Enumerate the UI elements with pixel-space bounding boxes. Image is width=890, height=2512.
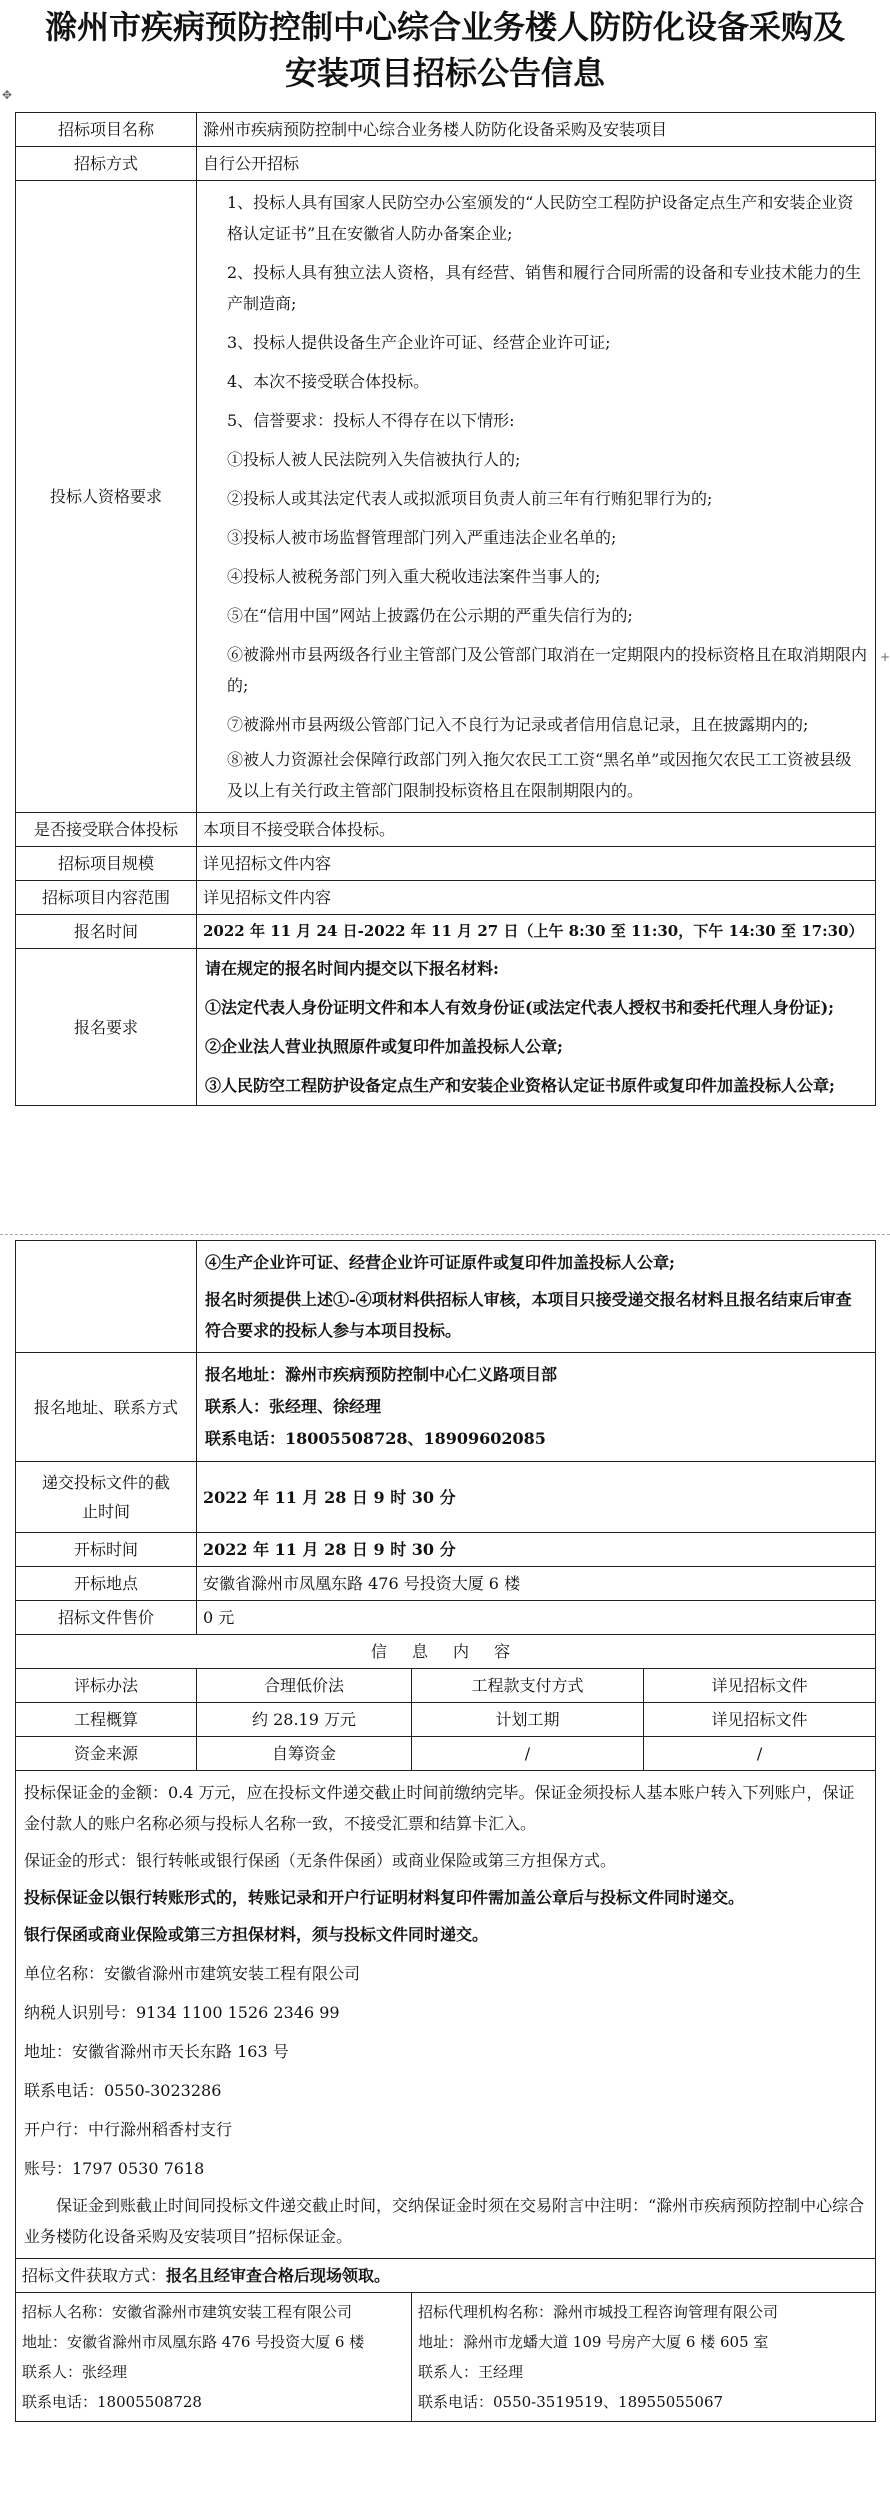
- open-place-label: 开标地点: [16, 1567, 197, 1601]
- deposit-block: [16, 1771, 876, 2259]
- info-cell: 约 28.19 万元: [197, 1703, 412, 1737]
- registration-req-item: ②企业法人营业执照原件或复印件加盖投标人公章;: [205, 1037, 563, 1056]
- qualification-list: [197, 181, 876, 813]
- qualification-item: 4、本次不接受联合体投标。: [227, 372, 430, 391]
- table-row: [16, 1635, 876, 1669]
- table-row: [16, 847, 876, 881]
- agent-line: 招标代理机构名称：滁州市城投工程咨询管理有限公司: [418, 2303, 779, 2321]
- agent-line: 联系电话：0550-3519519、18955055067: [418, 2393, 724, 2411]
- table-row: [16, 1601, 876, 1635]
- registration-req-list-cont: [197, 1241, 876, 1353]
- deposit-line: 账号：1797 0530 7618: [24, 2159, 205, 2178]
- qualification-item: ③投标人被市场监督管理部门列入严重违法企业名单的;: [227, 528, 617, 547]
- qualification-item: 2、投标人具有独立法人资格，具有经营、销售和履行合同所需的设备和专业技术能力的生产制造商;: [227, 263, 862, 313]
- project-name-label: 招标项目名称: [16, 113, 197, 147]
- info-cell: 合理低价法: [197, 1669, 412, 1703]
- open-time-value: 2022 年 11 月 28 日 9 时 30 分: [197, 1533, 876, 1567]
- qualification-item: ②投标人或其法定代表人或拟派项目负责人前三年有行贿犯罪行为的;: [227, 489, 713, 508]
- page-title: 滁州市疾病预防控制中心综合业务楼人防防化设备采购及安装项目招标公告信息: [44, 8, 845, 92]
- move-handle-icon[interactable]: ✥: [2, 88, 13, 102]
- info-cell: 工程款支付方式: [412, 1669, 644, 1703]
- agent-line: 地址：滁州市龙蟠大道 109 号房产大厦 6 楼 605 室: [418, 2333, 769, 2351]
- qualification-item: ⑤在“信用中国”网站上披露仍在公示期的严重失信行为的;: [227, 606, 633, 625]
- table-row: [16, 2259, 876, 2293]
- agent-block: [412, 2293, 876, 2422]
- method-value: 自行公开招标: [197, 147, 876, 181]
- table-row: [16, 1462, 876, 1533]
- registration-req-item: ④生产企业许可证、经营企业许可证原件或复印件加盖投标人公章;: [205, 1253, 675, 1272]
- table-row: [16, 813, 876, 847]
- table-row: [16, 1567, 876, 1601]
- info-cell: 资金来源: [16, 1737, 197, 1771]
- deposit-line: 地址：安徽省滁州市天长东路 163 号: [24, 2042, 289, 2061]
- tenderer-line: 地址：安徽省滁州市凤凰东路 476 号投资大厦 6 楼: [22, 2333, 365, 2351]
- address-label: 报名地址、联系方式: [16, 1353, 197, 1462]
- scope-value: 详见招标文件内容: [197, 881, 876, 915]
- deadline-value: 2022 年 11 月 28 日 9 时 30 分: [197, 1462, 876, 1533]
- deposit-line: 投标保证金的金额：0.4 万元，应在投标文件递交截止时间前缴纳完毕。保证金须投标人基本账户转入下列账户，保证金付款人的账户名称必须与投标人名称一致，不接受汇票和结算卡汇入。: [24, 1783, 855, 1833]
- deposit-line: 银行保函或商业保险或第三方担保材料，须与投标文件同时递交。: [24, 1925, 489, 1944]
- obtain-label: 招标文件获取方式：: [22, 2266, 167, 2285]
- deposit-line: 联系电话：0550-3023286: [24, 2081, 222, 2100]
- deposit-line: 投标保证金以银行转账形式的，转账记录和开户行证明材料复印件需加盖公章后与投标文件同时递交。: [24, 1888, 745, 1907]
- registration-time-value: 2022 年 11 月 24 日-2022 年 11 月 27 日（上午 8:30 至 11:30，下午 14:30 至 17:30）: [197, 915, 876, 949]
- registration-req-item: ③人民防空工程防护设备定点生产和安装企业资格认定证书原件或复印件加盖投标人公章;: [205, 1076, 835, 1095]
- info-cell: 详见招标文件: [644, 1669, 876, 1703]
- registration-req-item: 报名时须提供上述①-④项材料供招标人审核，本项目只接受递交报名材料且报名结束后审查符合要求的投标人参与本项目投标。: [205, 1290, 852, 1340]
- address-list: [197, 1353, 876, 1462]
- table-row: [16, 1353, 876, 1462]
- table-row: [16, 1669, 876, 1703]
- joint-bid-value: 本项目不接受联合体投标。: [197, 813, 876, 847]
- qualification-item: 3、投标人提供设备生产企业许可证、经营企业许可证;: [227, 333, 611, 352]
- deposit-line: 开户行：中行滁州稻香村支行: [24, 2120, 233, 2139]
- qualification-item: ①投标人被人民法院列入失信被执行人的;: [227, 450, 521, 469]
- qualification-item: 1、投标人具有国家人民防空办公室颁发的“人民防空工程防护设备定点生产和安装企业资格认定证书”且在安徽省人防办备案企业;: [227, 193, 854, 243]
- tenderer-line: 联系电话：18005508728: [22, 2393, 202, 2411]
- registration-req-item: 请在规定的报名时间内提交以下报名材料:: [205, 959, 499, 978]
- registration-req-list: [197, 949, 876, 1106]
- qualification-item: ⑦被滁州市县两级公管部门记入不良行为记录或者信用信息记录，且在披露期内的;: [227, 715, 809, 734]
- scale-label: 招标项目规模: [16, 847, 197, 881]
- deposit-line: 保证金到账截止时间同投标文件递交截止时间，交纳保证金时须在交易附言中注明：“滁州市疾病预防控制中心综合业务楼防化设备采购及安装项目”招标保证金。: [24, 2196, 865, 2246]
- table-row: [16, 949, 876, 1106]
- tenderer-block: [16, 2293, 412, 2422]
- info-cell: 详见招标文件: [644, 1703, 876, 1737]
- open-place-value: 安徽省滁州市凤凰东路 476 号投资大厦 6 楼: [197, 1567, 876, 1601]
- table-row: [16, 1533, 876, 1567]
- table-row: [16, 147, 876, 181]
- registration-req-label-cont: [16, 1241, 197, 1353]
- agent-line: 联系人：王经理: [418, 2363, 524, 2381]
- table-row: [16, 113, 876, 147]
- table-row: [16, 1737, 876, 1771]
- info-cell: /: [412, 1737, 644, 1771]
- project-name-value: 滁州市疾病预防控制中心综合业务楼人防防化设备采购及安装项目: [197, 113, 876, 147]
- qualification-item: ④投标人被税务部门列入重大税收违法案件当事人的;: [227, 567, 601, 586]
- registration-req-label: 报名要求: [16, 949, 197, 1106]
- registration-time-label: 报名时间: [16, 915, 197, 949]
- price-label: 招标文件售价: [16, 1601, 197, 1635]
- info-header: 信 息 内 容: [16, 1635, 876, 1669]
- table-row: [16, 915, 876, 949]
- price-value: 0 元: [197, 1601, 876, 1635]
- scope-label: 招标项目内容范围: [16, 881, 197, 915]
- deposit-line: 保证金的形式：银行转帐或银行保函（无条件保函）或商业保险或第三方担保方式。: [24, 1851, 617, 1870]
- table-row: [16, 1703, 876, 1737]
- tenderer-line: 联系人：张经理: [22, 2363, 128, 2381]
- registration-req-item: ①法定代表人身份证明文件和本人有效身份证(或法定代表人授权书和委托代理人身份证);: [205, 998, 835, 1017]
- method-label: 招标方式: [16, 147, 197, 181]
- tender-info-table-1: [15, 112, 876, 1106]
- table-row: [16, 1241, 876, 1353]
- qualification-item: ⑥被滁州市县两级各行业主管部门及公管部门取消在一定期限内的投标资格且在取消期限内的;: [227, 645, 868, 695]
- info-cell: /: [644, 1737, 876, 1771]
- table-row: [16, 881, 876, 915]
- resize-handle-icon[interactable]: +: [879, 650, 890, 664]
- info-cell: 计划工期: [412, 1703, 644, 1737]
- deposit-line: 纳税人识别号：9134 1100 1526 2346 99: [24, 2003, 340, 2022]
- table-row: [16, 2293, 876, 2422]
- table-row: [16, 1771, 876, 2259]
- info-cell: 评标办法: [16, 1669, 197, 1703]
- phone-line: 联系电话：18005508728、18909602085: [205, 1429, 546, 1448]
- scale-value: 详见招标文件内容: [197, 847, 876, 881]
- obtain-value: 报名且经审查合格后现场领取。: [166, 2266, 391, 2285]
- contact-line: 联系人：张经理、徐经理: [205, 1397, 382, 1416]
- tenderer-line: 招标人名称：安徽省滁州市建筑安装工程有限公司: [22, 2303, 353, 2321]
- joint-bid-label: 是否接受联合体投标: [16, 813, 197, 847]
- address-line: 报名地址：滁州市疾病预防控制中心仁义路项目部: [205, 1365, 558, 1384]
- info-cell: 自筹资金: [197, 1737, 412, 1771]
- qualification-item: 5、信誉要求：投标人不得存在以下情形:: [227, 411, 515, 430]
- open-time-label: 开标时间: [16, 1533, 197, 1567]
- tender-info-table-2: [15, 1240, 876, 2422]
- deadline-label: 递交投标文件的截止时间: [16, 1462, 197, 1533]
- table-row: [16, 181, 876, 813]
- obtain-row: [16, 2259, 876, 2293]
- info-cell: 工程概算: [16, 1703, 197, 1737]
- qualification-item: ⑧被人力资源社会保障行政部门列入拖欠农民工工资“黑名单”或因拖欠农民工工资被县级及以上有关行政主管部门限制投标资格且在限制期限内的。: [227, 750, 852, 800]
- page-break-divider: [0, 1234, 890, 1235]
- qualification-label: 投标人资格要求: [16, 181, 197, 813]
- deposit-line: 单位名称：安徽省滁州市建筑安装工程有限公司: [24, 1964, 361, 1983]
